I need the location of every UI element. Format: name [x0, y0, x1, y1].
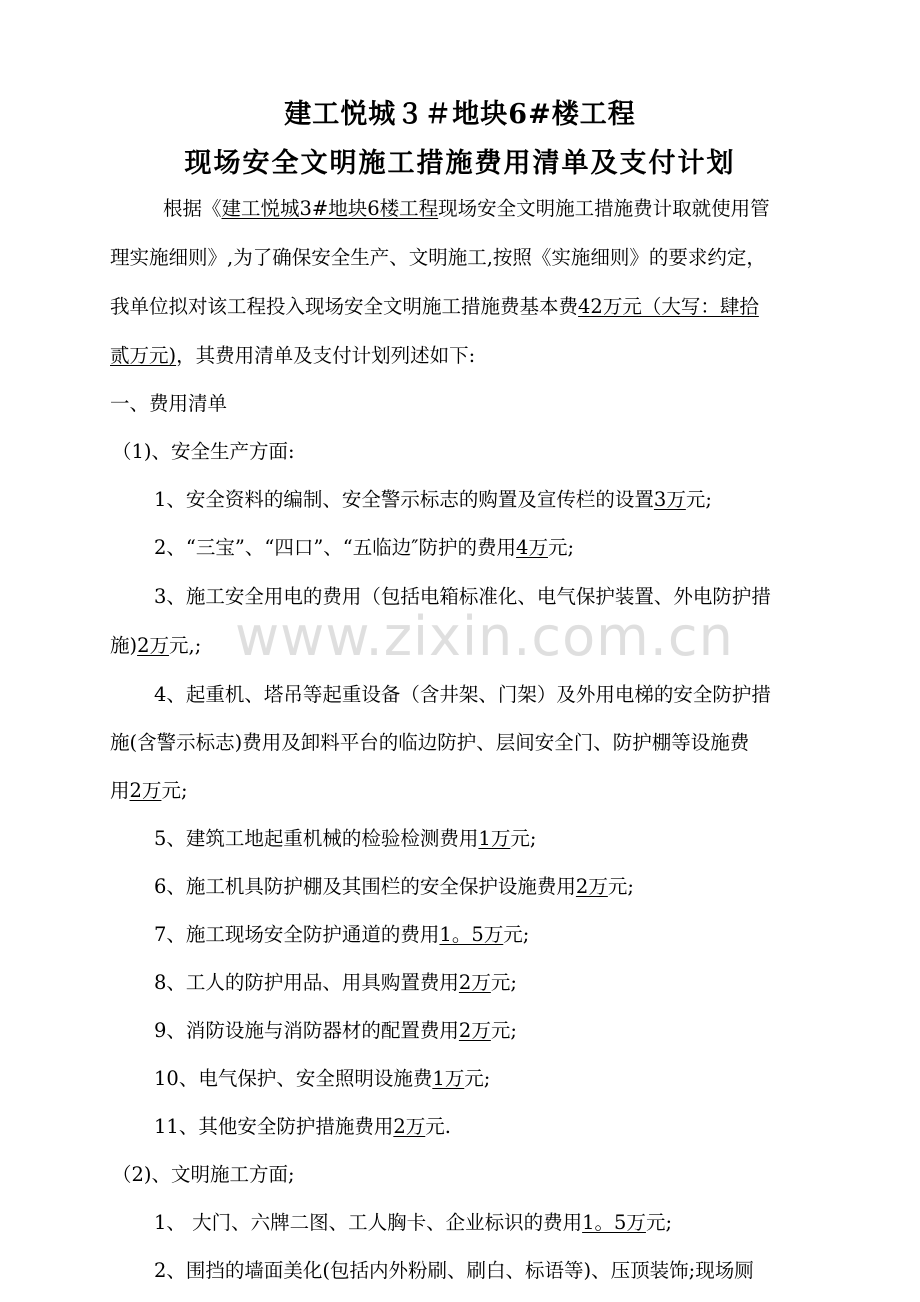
- list-item: 6、施工机具防护棚及其围栏的安全保护设施费用2万元;: [154, 875, 634, 898]
- list-item: 7、施工现场安全防护通道的费用1。5万元;: [154, 923, 530, 946]
- list-item-continued: 用2万元;: [110, 779, 188, 802]
- project-name-underlined: 建工悦城3#地块6楼工程: [221, 197, 439, 220]
- list-item: 3、施工安全用电的费用（包括电箱标准化、电气保护装置、外电防护措: [154, 585, 771, 608]
- intro-line-4: 贰万元)，其费用清单及支付计划列述如下:: [110, 344, 476, 367]
- total-amount-underlined: 42万元（大写：肆拾: [578, 295, 759, 318]
- list-item: 9、消防设施与消防器材的配置费用2万元;: [154, 1019, 517, 1042]
- list-item: 1、安全资料的编制、安全警示标志的购置及宣传栏的设置3万元;: [154, 488, 712, 511]
- total-amount-words-underlined: 贰万元): [110, 344, 177, 367]
- doc-title-line1: 建工悦城３＃地块6#楼工程: [284, 99, 636, 130]
- intro-line-1: 根据《建工悦城3#地块6楼工程现场安全文明施工措施费计取就使用管: [163, 197, 770, 220]
- doc-title-line2: 现场安全文明施工措施费用清单及支付计划: [184, 148, 736, 179]
- subsection-safety: （1)、安全生产方面:: [112, 440, 295, 463]
- list-item: 1、 大门、六牌二图、工人胸卡、企业标识的费用1。5万元;: [154, 1211, 673, 1234]
- list-item-continued: 施(含警示标志)费用及卸料平台的临边防护、层间安全门、防护棚等设施费: [110, 731, 750, 754]
- list-item: 8、工人的防护用品、用具购置费用2万元;: [154, 971, 517, 994]
- subsection-civilized: （2)、文明施工方面;: [112, 1163, 295, 1186]
- list-item: 2、围挡的墙面美化(包括内外粉刷、刷白、标语等)、压顶装饰;现场厕: [154, 1259, 754, 1282]
- intro-line-3: 我单位拟对该工程投入现场安全文明施工措施费基本费42万元（大写：肆拾: [110, 295, 759, 318]
- list-item: 2、“三宝”、“四口”、“五临边″防护的费用4万元;: [154, 536, 575, 559]
- list-item: 5、建筑工地起重机械的检验检测费用1万元;: [154, 827, 537, 850]
- intro-line-2: 理实施细则》,为了确保安全生产、文明施工,按照《实施细则》的要求约定，: [110, 246, 766, 269]
- list-item: 4、起重机、塔吊等起重设备（含井架、门架）及外用电梯的安全防护措: [154, 683, 771, 706]
- list-item: 10、电气保护、安全照明设施费1万元;: [154, 1067, 491, 1090]
- watermark-text: www.zixin.com.cn: [235, 605, 734, 668]
- list-item-continued: 施)2万元,;: [110, 634, 202, 657]
- section-heading-1: 一、费用清单: [110, 392, 228, 415]
- list-item: 11、其他安全防护措施费用2万元.: [154, 1115, 451, 1138]
